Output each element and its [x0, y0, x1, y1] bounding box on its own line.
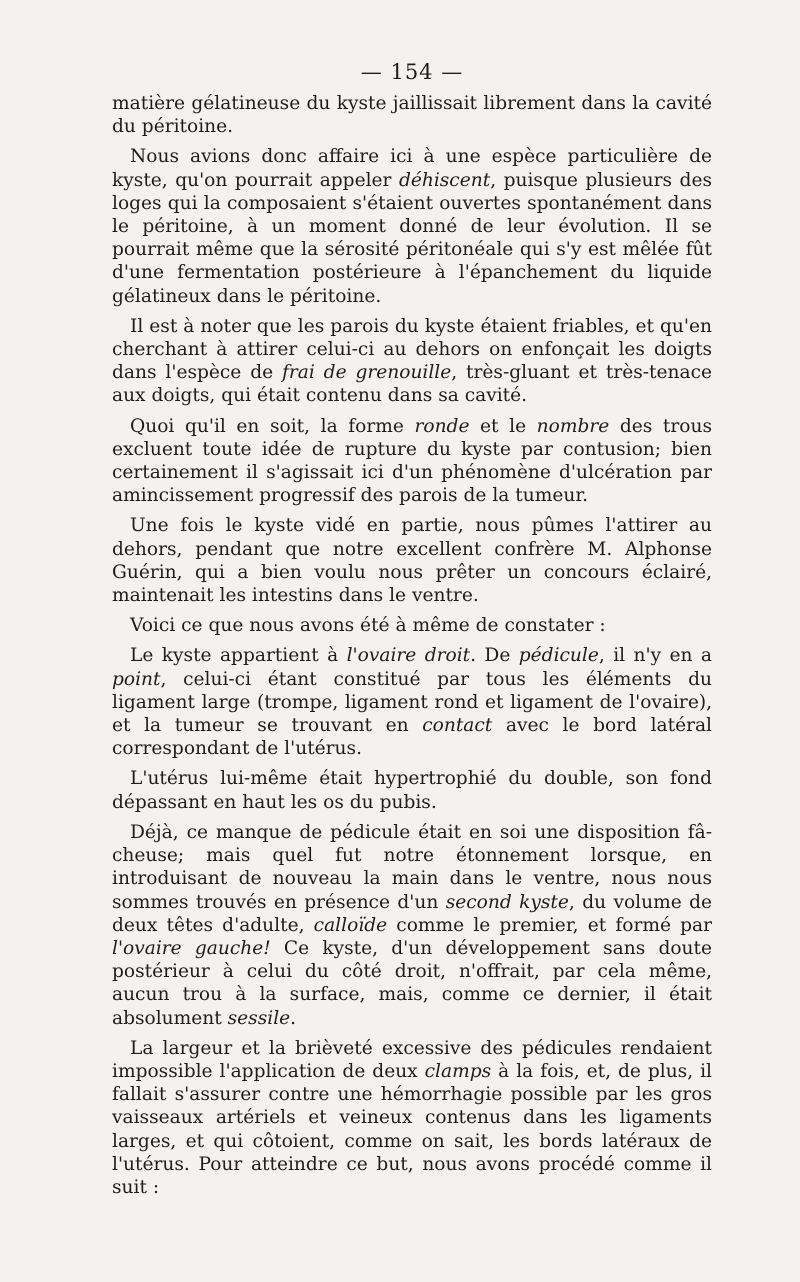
text-run: Il est à noter que les parois du kyste étaient friables, et qu'en cherchant à attirer celui-ci au dehors on enfonçait les doigts dans l'espèce de [112, 315, 712, 384]
text-run: , du volume de deux têtes d'adulte, [112, 891, 712, 936]
book-page [112, 60, 712, 1199]
text-run: Nous avions donc affaire ici à une espèce particulière de kyste, qu'on pourrait appeler [112, 146, 712, 191]
italic-text: contact [422, 715, 493, 737]
italic-text: l'ovaire gauche! [112, 937, 271, 959]
italic-text: point [112, 668, 161, 690]
text-run: Voici ce que nous avons été à même de constater : [130, 615, 606, 637]
text-run: Déjà, ce manque de pédicule était en soi une disposition fâcheuse; mais quel fut notre étonnement lorsque, en introduisant de nouveau la main dans le ventre, nous nous sommes trouvés en présence d'un [112, 821, 712, 913]
paragraph [112, 92, 712, 138]
text-run: , celui-ci étant constitué par tous les éléments du ligament large (trompe, ligament rond et ligament de l'ovaire), et la tumeur se trouvant en [112, 668, 712, 737]
text-run: , très-gluant et très-tenace aux doigts, qui était contenu dans sa cavité. [112, 362, 712, 407]
italic-text: nombre [536, 415, 610, 437]
paragraph [112, 1037, 712, 1199]
body-text [112, 92, 712, 1199]
paragraph [112, 514, 712, 607]
italic-text: clamps [424, 1060, 492, 1082]
text-run: et le [469, 415, 537, 437]
italic-text: calloïde [313, 914, 388, 936]
text-run: des trous excluent toute idée de rupture du kyste par contusion; bien certainement il s'agissait ici d'un phénomène d'ulcération par amincissement progressif des parois de la tumeur. [112, 415, 712, 507]
text-run: à la fois, et, de plus, il fallait s'assurer contre une hémorrhagie possible par les gros vaisseaux artériels et veineux contenus dans les ligaments larges, et qui côtoient, comme on sait, les bords latéraux de l'utérus. Pour atteindre ce but, nous avons procédé comme il suit : [112, 1060, 712, 1198]
italic-text: pédicule [518, 645, 599, 667]
italic-text: ronde [414, 415, 470, 437]
text-run: Ce kyste, d'un développement sans doute postérieur à celui du côté droit, n'offrait, par cela même, aucun trou à la surface, mais, comme ce dernier, il était absolument [112, 937, 712, 1029]
text-run: . De [470, 645, 519, 667]
italic-text: sessile [227, 1007, 291, 1029]
paragraph [112, 644, 712, 760]
text-run: . [290, 1007, 297, 1029]
italic-text: frai de grenouille [282, 362, 452, 384]
italic-text: second kyste [445, 891, 569, 913]
text-run: Le kyste appartient à [130, 645, 347, 667]
paragraph [112, 614, 712, 637]
text-run: avec le bord latéral correspondant de l'utérus. [112, 715, 712, 760]
italic-text: déhiscent [398, 169, 491, 191]
text-run: Quoi qu'il en soit, la forme [130, 415, 415, 437]
italic-text: l'ovaire droit [346, 645, 471, 667]
text-run: , il n'y en a [598, 645, 712, 667]
paragraph [112, 415, 712, 508]
page-number: — 154 — [360, 60, 464, 84]
text-run: La largeur et la brièveté excessive des pédicules rendaient impossible l'application de deux [112, 1037, 712, 1082]
text-run: , puisque plusieurs des loges qui la composaient s'étaient ouvertes spontanément dans le péritoine, à un moment donné de leur évolution. Il se pourrait même que la sérosité péritonéale qui s'y est mêlée fût d'une fermentation postérieure à l'épanchement du liquide gélatineux dans le péritoine. [112, 169, 713, 307]
paragraph [112, 145, 712, 307]
paragraph [112, 767, 712, 813]
text-run: comme le premier, et formé par [387, 914, 713, 936]
paragraph [112, 821, 712, 1030]
text-run: matière gélatineuse du kyste jaillissait librement dans la cavité du péritoine. [112, 93, 712, 138]
text-run: L'utérus lui-même était hypertrophié du double, son fond dépassant en haut les os du pubis. [112, 768, 712, 813]
paragraph [112, 315, 712, 408]
text-run: Une fois le kyste vidé en partie, nous pûmes l'attirer au dehors, pendant que notre excellent confrère M. Alphonse Guérin, qui a bien voulu nous prêter un concours éclairé, maintenait les intestins dans le ventre. [112, 515, 712, 607]
